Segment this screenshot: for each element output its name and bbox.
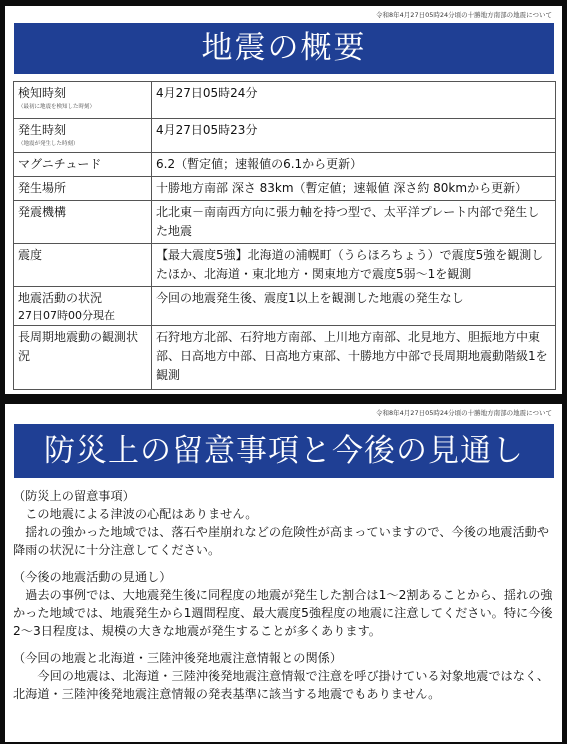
paragraph: 過去の事例では、大地震発生後に同程度の地震が発生した割合は1～2割あることから、揺れの強かった地域では、地震発生から1週間程度、最大震度5強程度の地震に注意してください。特に今後2～3日程度は、規模の大きな地震が発生することが多くあります。 — [13, 588, 553, 638]
slide-title: 防災上の留意事項と今後の見通し — [14, 424, 554, 478]
slide-body — [13, 487, 558, 703]
table-row — [14, 153, 556, 177]
row-value: 北北東－南南西方向に張力軸を持つ型で、太平洋プレート内部で発生した地震 — [152, 201, 556, 244]
row-key: マグニチュード — [14, 153, 152, 177]
row-value: 4月27日05時23分 — [152, 119, 556, 153]
row-value: 【最大震度5強】北海道の浦幌町（うらほろちょう）で震度5強を観測したほか、北海道・東北地方・関東地方で震度5弱～1を観測 — [152, 244, 556, 287]
row-key-note: （地震が発生した時刻） — [18, 141, 79, 147]
row-key-label: 地震活動の状況 — [18, 291, 103, 305]
row-key — [14, 82, 152, 119]
slide-earthquake-summary — [5, 6, 562, 394]
table-row — [14, 177, 556, 201]
row-value: 6.2（暫定値；速報値の6.1から更新） — [152, 153, 556, 177]
slide-precautions-outlook — [5, 404, 562, 742]
row-value: 4月27日05時24分 — [152, 82, 556, 119]
slide-title: 地震の概要 — [14, 23, 554, 74]
table-row — [14, 201, 556, 244]
section-heading: （防災上の留意事項） — [13, 489, 135, 503]
paragraph: 揺れの強かった地域では、落石や崖崩れなどの危険性が高まっていますので、今後の地震活動や降雨の状況に十分注意してください。 — [13, 525, 550, 557]
row-value: 十勝地方南部 深さ 83km（暫定値；速報値 深さ約 80kmから更新） — [152, 177, 556, 201]
row-key: 発震機構 — [14, 201, 152, 244]
row-value: 今回の地震発生後、震度1以上を観測した地震の発生なし — [152, 287, 556, 326]
paragraph: 今回の地震は、北海道・三陸沖後発地震注意情報で注意を呼び掛けている対象地震ではなく、北海道・三陸沖後発地震注意情報の発表基準に該当する地震でもありません。 — [13, 669, 550, 701]
row-key-label: 発生時刻 — [18, 123, 67, 137]
paragraph: この地震による津波の心配はありません。 — [25, 507, 258, 521]
table-row — [14, 287, 556, 326]
row-key-note: 27日07時00分現在 — [18, 309, 115, 322]
section-heading: （今後の地震活動の見通し） — [13, 570, 172, 584]
summary-table — [13, 81, 556, 390]
table-row — [14, 326, 556, 390]
row-key — [14, 287, 152, 326]
row-key: 発生場所 — [14, 177, 152, 201]
section-heading: （今回の地震と北海道・三陸沖後発地震注意情報との関係） — [13, 651, 343, 665]
row-key: 長周期地震動の観測状況 — [14, 326, 152, 390]
source-note: 令和8年4月27日05時24分頃の十勝地方南部の地震について — [376, 11, 552, 19]
row-key-note: （最初に地震を検知した時刻） — [18, 104, 96, 110]
table-row — [14, 244, 556, 287]
table-row — [14, 82, 556, 119]
row-key: 震度 — [14, 244, 152, 287]
table-row — [14, 119, 556, 153]
row-key — [14, 119, 152, 153]
row-value: 石狩地方北部、石狩地方南部、上川地方南部、北見地方、胆振地方中東部、日高地方中部、日高地方東部、十勝地方中部で長周期地震動階級1を観測 — [152, 326, 556, 390]
row-key-label: 検知時刻 — [18, 86, 67, 100]
source-note: 令和8年4月27日05時24分頃の十勝地方南部の地震について — [376, 409, 552, 417]
